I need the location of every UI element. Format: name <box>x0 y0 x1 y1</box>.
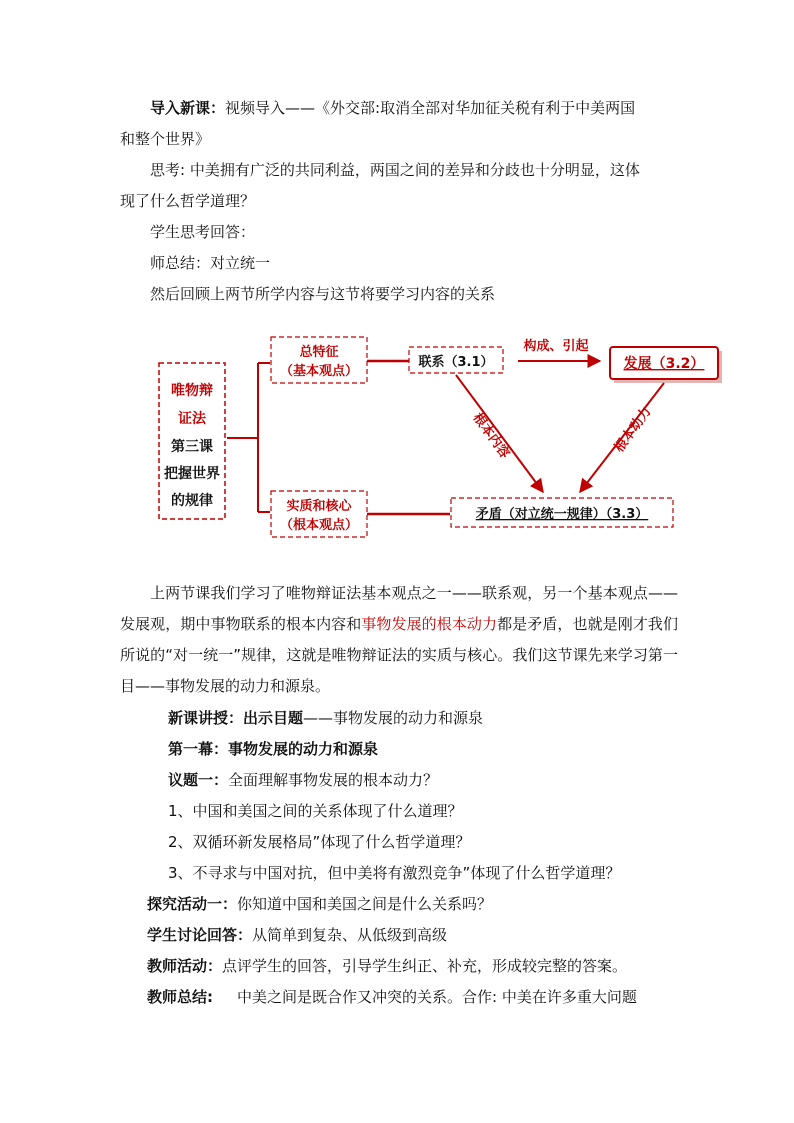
teacher-summary: 师总结：对立统一 <box>150 254 271 272</box>
teacher-conclusion-line <box>147 987 637 1007</box>
main-box-line-1: 唯物辩 <box>171 383 213 399</box>
review-line: 然后回顾上两节所学内容与这节将要学习内容的关系 <box>150 285 496 303</box>
total-feature-line-1: 总特征 <box>299 345 339 360</box>
bracket <box>227 363 270 512</box>
connection-label: 联系（3.1） <box>418 355 494 370</box>
total-feature-line-2: （基本观点） <box>279 364 359 379</box>
arrow-power-label: 根本动力 <box>611 404 655 456</box>
intro-label: 导入新课： <box>150 99 226 117</box>
main-box-line-5: 的规律 <box>171 493 213 509</box>
think-line-1: 思考: 中美拥有广泛的共同利益，两国之间的差异和分歧也十分明显，这体 <box>150 161 640 179</box>
contradiction-label: 矛盾（对立统一规律）（3.3） <box>475 507 649 522</box>
new-lesson-label: 新课讲授：出示目题 <box>168 709 304 727</box>
student-answer: 学生思考回答： <box>150 223 256 241</box>
arrow-compose-label: 构成、引起 <box>523 339 589 354</box>
summary-paragraph <box>120 578 678 702</box>
intro-text-1: 视频导入——《外交部:取消全部对华加征关税有利于中美两国 <box>225 99 636 117</box>
explore-text: 你知道中国和美国之间是什么关系吗？ <box>237 895 493 913</box>
question-3: 3、不寻求与中国对抗，但中美将有激烈竞争”体现了什么哲学道理？ <box>168 864 621 882</box>
topic1-label: 议题一： <box>168 771 229 789</box>
teacher-activity-line <box>147 956 627 976</box>
concept-diagram <box>0 320 794 560</box>
teacher-conclusion-text: 中美之间是既合作又冲突的关系。合作: 中美在许多重大问题 <box>237 988 637 1006</box>
think-line-2: 现了什么哲学道理？ <box>120 192 256 210</box>
essence-line-1: 实质和核心 <box>286 499 352 514</box>
main-box-line-2: 证法 <box>178 411 206 427</box>
essence-line-2: （根本观点） <box>279 518 359 533</box>
new-lesson-line <box>168 708 483 728</box>
discuss-label: 学生讨论回答： <box>147 926 253 944</box>
main-box-line-4: 把握世界 <box>164 466 220 482</box>
paragraph-part-2: 都是矛盾，也就是刚才我们所说的“对一统一”规律，这就是唯物辩证法的实质与核心。我们这节课先来学习第一目——事物发展的动力和源泉。 <box>120 615 678 695</box>
question-2: 2、双循环新发展格局”体现了什么哲学道理？ <box>168 833 471 851</box>
intro-line-1 <box>150 98 635 118</box>
intro-line-2: 和整个世界》 <box>120 130 211 148</box>
main-box-line-3: 第三课 <box>171 439 213 455</box>
question-1: 1、中国和美国之间的关系体现了什么道理？ <box>168 802 463 820</box>
discuss-text: 从简单到复杂、从低级到高级 <box>252 926 448 944</box>
explore-line <box>147 894 492 914</box>
new-lesson-text: ——事物发展的动力和源泉 <box>303 709 484 727</box>
paragraph-highlight: 事物发展的根本动力 <box>361 615 498 633</box>
teacher-activity-label: 教师活动： <box>147 957 223 975</box>
teacher-activity-text: 点评学生的回答，引导学生纠正、补充，形成较完整的答案。 <box>222 957 628 975</box>
act1-title: 第一幕：事物发展的动力和源泉 <box>168 740 379 758</box>
discuss-line <box>147 925 447 945</box>
topic1-line <box>168 770 438 790</box>
explore-label: 探究活动一： <box>147 895 238 913</box>
development-label: 发展（3.2） <box>623 356 705 372</box>
paragraph-part-1: 上两节课我们学习了唯物辩证法基本观点之一——联系观，另一个基本观点——发展观，期中事物联系的根本内容和 <box>120 584 678 633</box>
teacher-conclusion-label: 教师总结: <box>147 988 213 1006</box>
topic1-text: 全面理解事物发展的根本动力？ <box>228 771 439 789</box>
arrow-content-label: 根本内容 <box>469 410 513 462</box>
